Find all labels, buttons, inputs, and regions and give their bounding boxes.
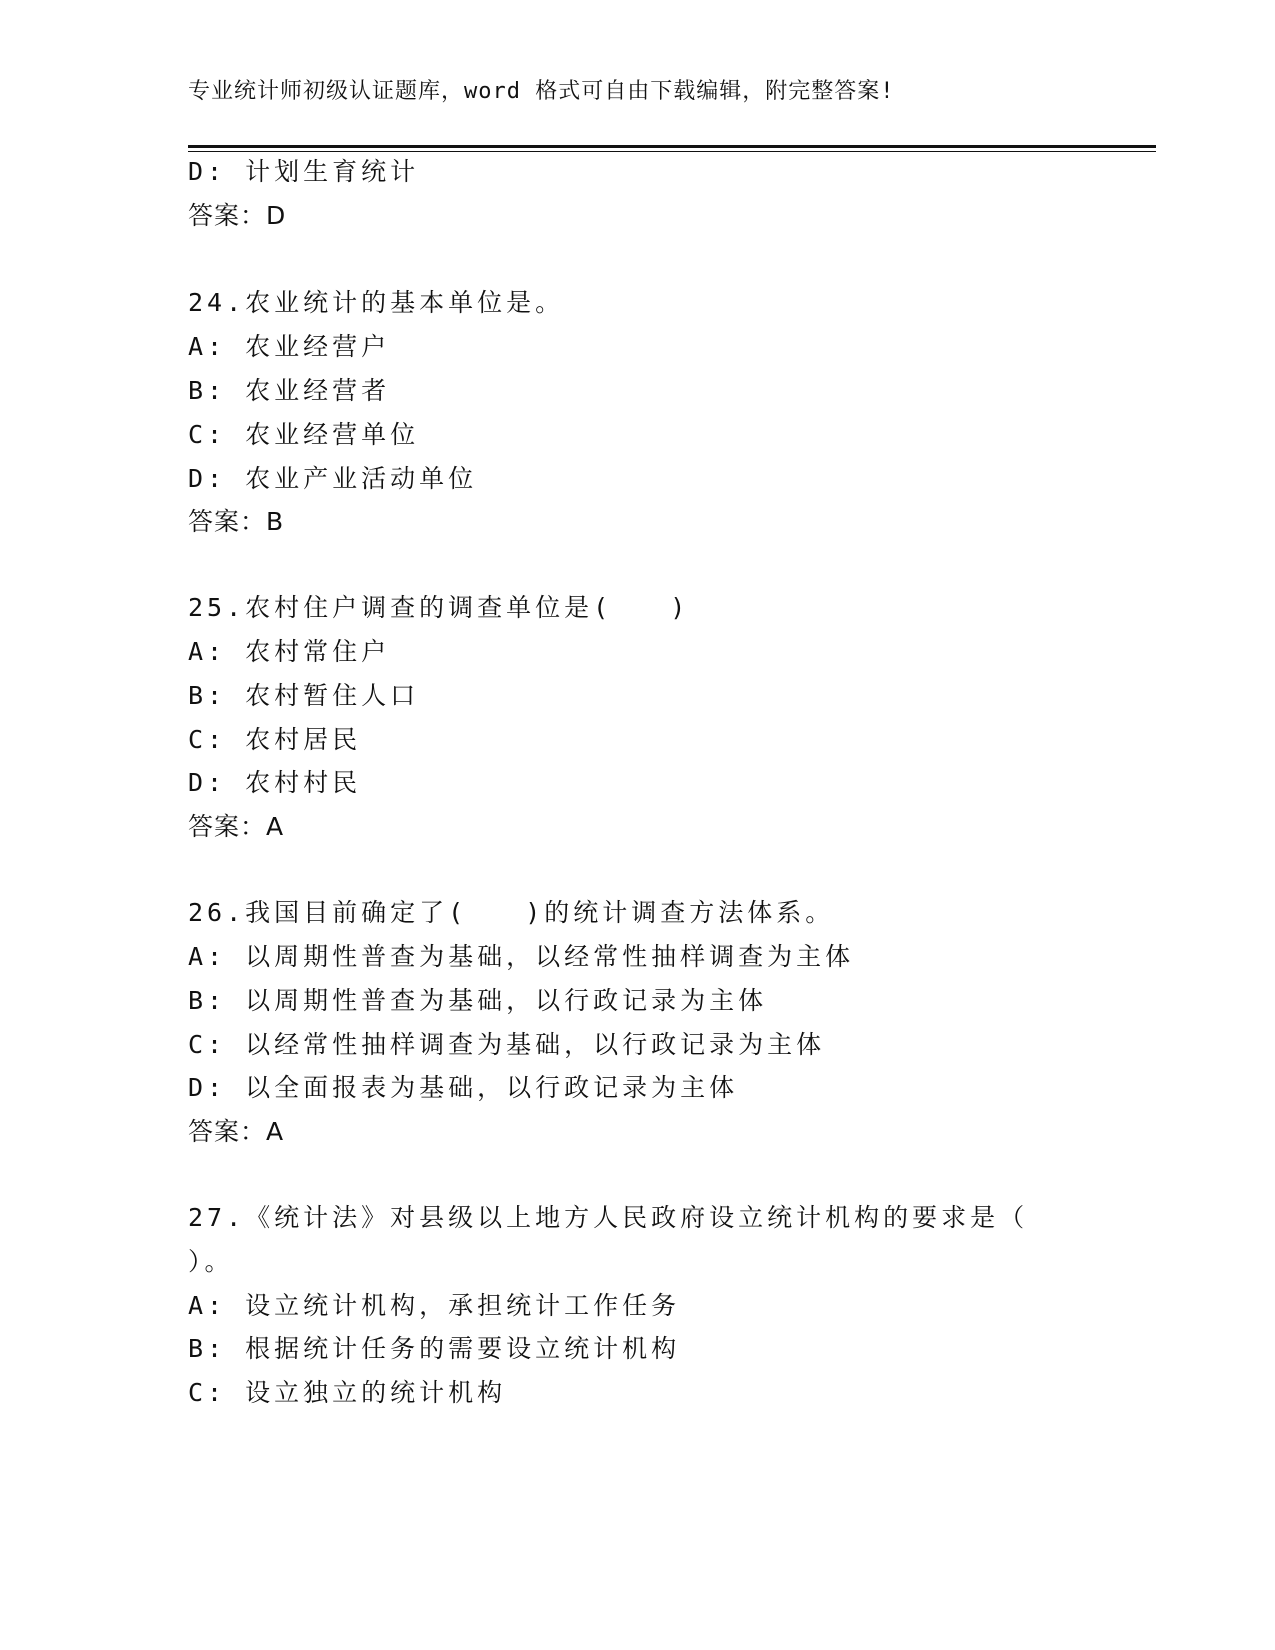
option-a: A: 以周期性普查为基础，以经常性抽样调查为主体 [188,942,855,971]
question-26: 26.我国目前确定了( )的统计调查方法体系。 [188,898,835,927]
page-header: 专业统计师初级认证题库，word 格式可自由下载编辑，附完整答案! [188,79,895,104]
option-c: C: 农村居民 [188,725,362,754]
option-a: A: 设立统计机构，承担统计工作任务 [188,1291,681,1320]
option-b: B: 以周期性普查为基础，以行政记录为主体 [188,986,768,1015]
option-d: D: 农业产业活动单位 [188,464,478,493]
option-c: C: 以经常性抽样调查为基础，以行政记录为主体 [188,1030,826,1059]
option-c: C: 农业经营单位 [188,420,420,449]
option-d: D: 计划生育统计 [188,157,420,186]
option-d: D: 农村村民 [188,768,362,797]
question-27-continuation: ）。 [188,1247,234,1276]
answer-line: 答案：D [188,201,287,230]
option-d: D: 以全面报表为基础，以行政记录为主体 [188,1073,739,1102]
question-27: 27.《统计法》对县级以上地方人民政府设立统计机构的要求是（ [188,1203,1029,1232]
question-25: 25.农村住户调查的调查单位是( ) [188,593,690,622]
header-rule-thick [188,145,1156,148]
question-24: 24.农业统计的基本单位是。 [188,288,565,317]
answer-line: 答案：A [188,812,285,841]
answer-line: 答案：A [188,1117,285,1146]
option-b: B: 根据统计任务的需要设立统计机构 [188,1334,681,1363]
answer-line: 答案：B [188,507,285,536]
option-c: C: 设立独立的统计机构 [188,1378,507,1407]
option-b: B: 农业经营者 [188,376,391,405]
option-a: A: 农村常住户 [188,637,391,666]
option-a: A: 农业经营户 [188,332,391,361]
option-b: B: 农村暂住人口 [188,681,420,710]
header-rule-thin [188,151,1156,152]
